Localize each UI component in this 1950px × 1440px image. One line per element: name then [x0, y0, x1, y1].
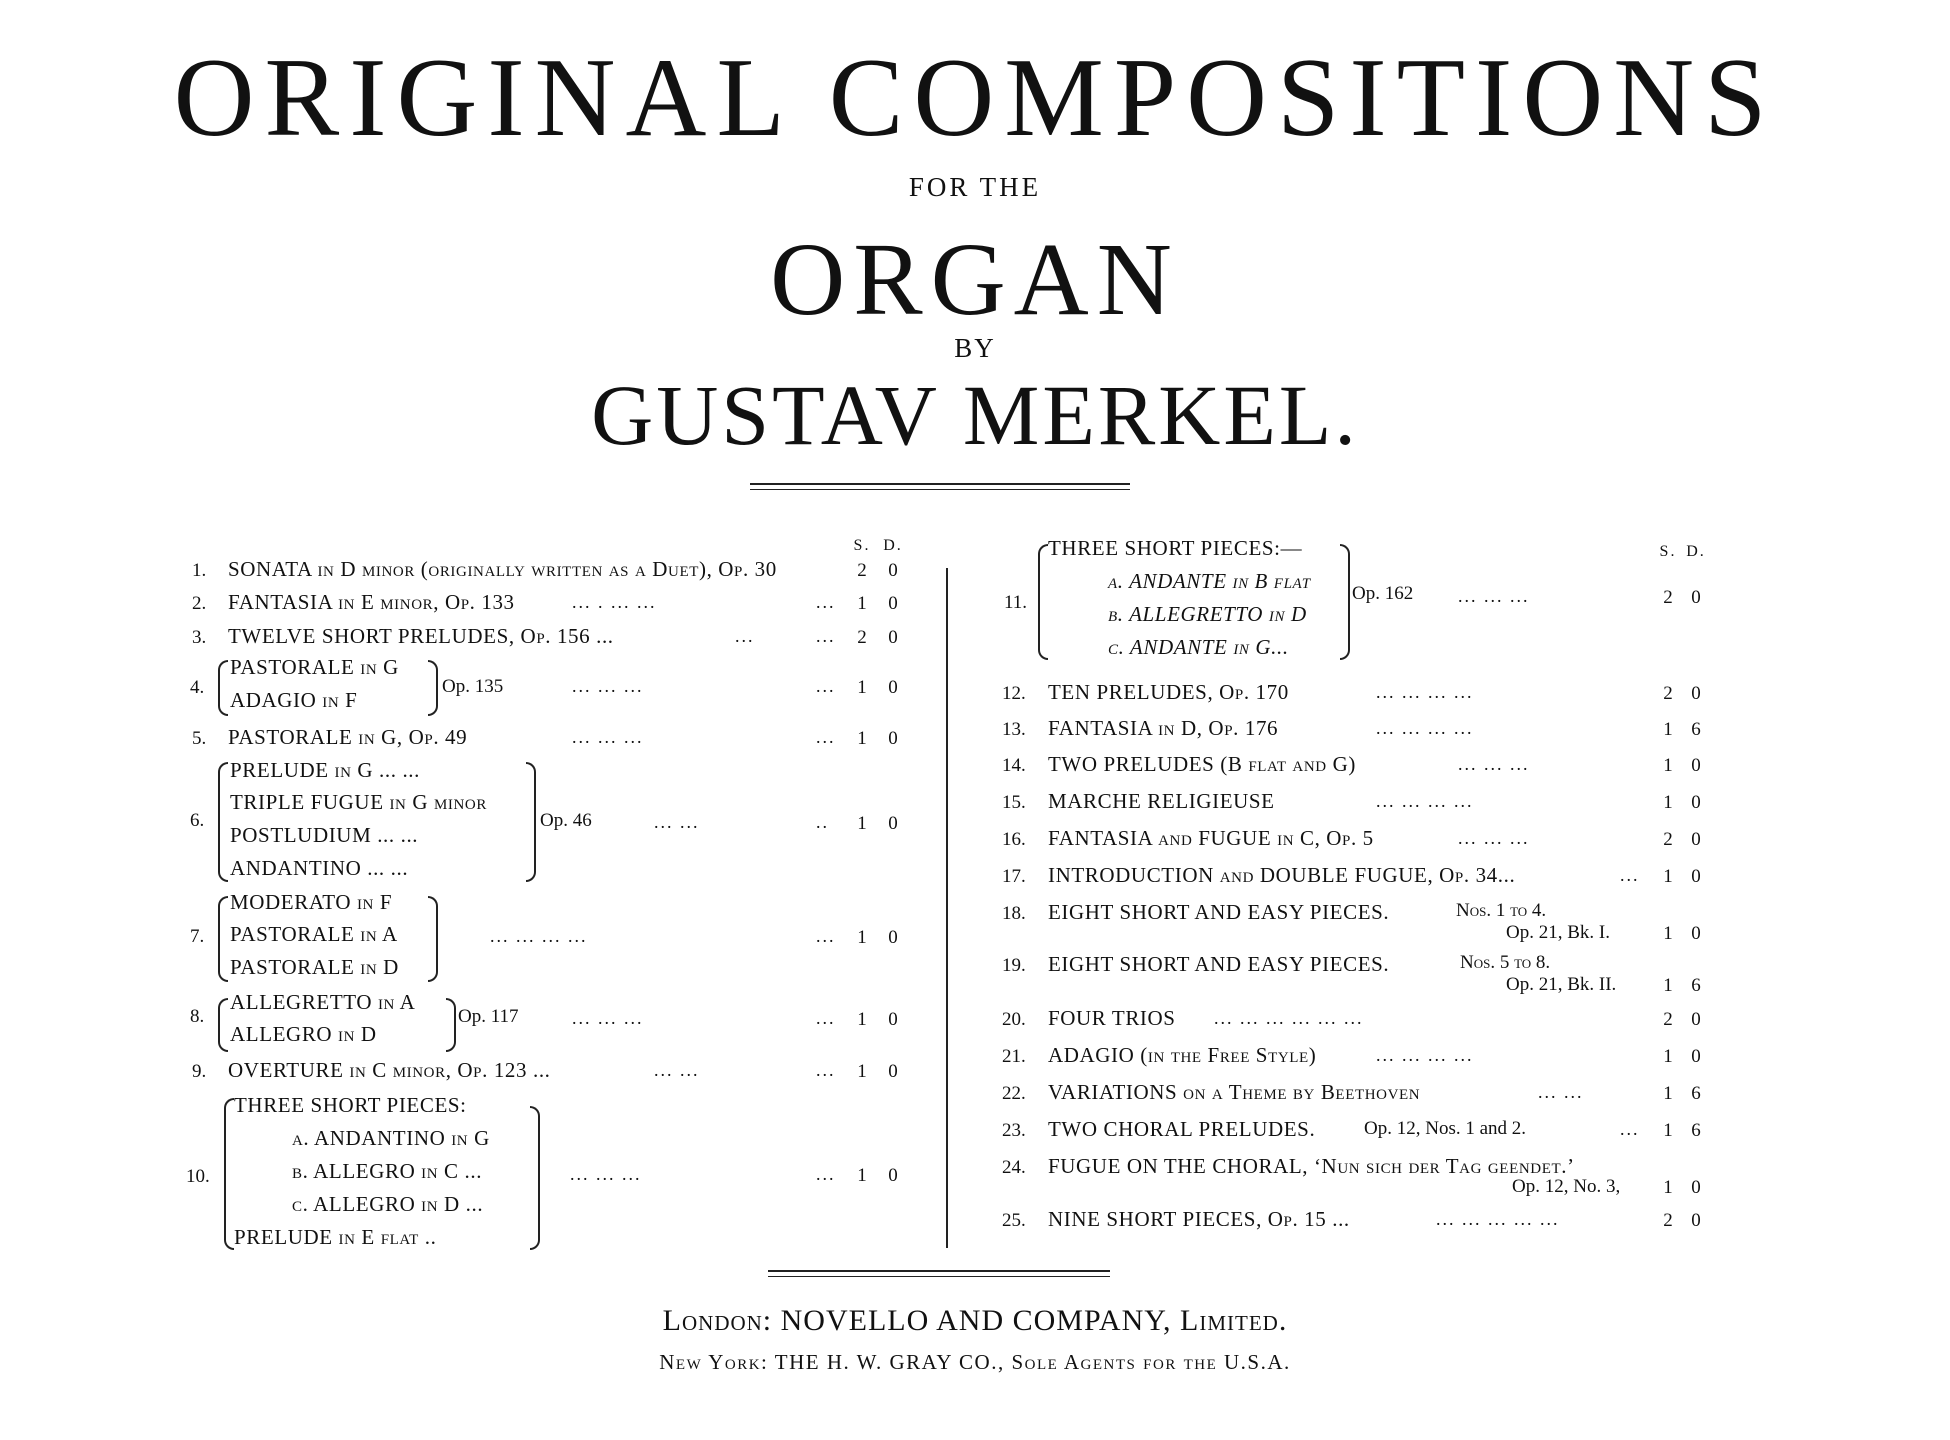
entry-title: VARIATIONS on a Theme by Beethoven [1048, 1080, 1421, 1104]
price-shillings: 1 [1663, 1177, 1673, 1198]
right-brace [446, 998, 456, 1052]
price-shillings: 1 [1663, 975, 1673, 996]
price-pence: 0 [888, 1165, 898, 1186]
leader-dots: ... ... [1538, 1082, 1584, 1102]
left-brace [224, 1098, 234, 1250]
right-brace [1340, 544, 1350, 660]
right-brace [428, 660, 438, 716]
entry-number: 24. [1002, 1157, 1026, 1178]
entry-number: 17. [1002, 866, 1026, 887]
entry-title: FOUR TRIOS [1048, 1006, 1176, 1030]
price-shillings: 1 [857, 1009, 867, 1030]
price-shillings: 2 [857, 627, 867, 648]
price-shillings: 1 [857, 677, 867, 698]
entry-number: 8. [190, 1006, 205, 1027]
price-shillings: 1 [1663, 719, 1673, 740]
price-shillings: 1 [1663, 923, 1673, 944]
price-pence: 0 [888, 560, 898, 581]
opus-number: Op. 117 [458, 1006, 519, 1027]
price-shillings: 1 [857, 1165, 867, 1186]
leader-dots: ... ... ... [572, 1008, 644, 1028]
price-shillings: 2 [1663, 1210, 1673, 1231]
entry-title: TEN PRELUDES, Op. 170 [1048, 680, 1289, 704]
price-pence: 0 [888, 1061, 898, 1082]
column-divider [946, 568, 948, 1248]
entry-title: INTRODUCTION and DOUBLE FUGUE, Op. 34... [1048, 863, 1516, 887]
top-divider-rule [750, 483, 1130, 490]
opus-number: Op. 12, Nos. 1 and 2. [1364, 1118, 1527, 1139]
leader-dots: ... [816, 727, 836, 747]
entry-line: PRELUDE in G ... ... [230, 758, 420, 782]
entry-number: 1. [192, 560, 207, 581]
price-pence: 0 [1691, 683, 1701, 704]
entry-line: c. ANDANTE in G... [1108, 635, 1289, 659]
entry-line: PASTORALE in D [230, 955, 399, 979]
entry-number: 7. [190, 926, 205, 947]
left-brace [218, 762, 228, 882]
opus-number: Op. 46 [540, 810, 592, 831]
leader-dots: ... ... ... ... [1376, 682, 1474, 702]
by-caption: BY [954, 333, 996, 363]
entry-title: TWO PRELUDES (B flat and G) [1048, 752, 1356, 776]
entry-heading: THREE SHORT PIECES:— [1048, 536, 1303, 560]
entry-title: MARCHE RELIGIEUSE [1048, 789, 1275, 813]
leader-dots: ... [816, 1060, 836, 1080]
instrument-title: ORGAN [770, 222, 1180, 337]
entry-number: 23. [1002, 1120, 1026, 1141]
entry-number: 19. [1002, 955, 1026, 976]
price-pence: 0 [1691, 1177, 1701, 1198]
left-brace [218, 998, 228, 1052]
entry-line: a. ANDANTINO in G [292, 1126, 490, 1150]
leader-dots: ... ... ... ... [1376, 1045, 1474, 1065]
entry-number: 10. [186, 1166, 210, 1187]
leader-dots: ... ... ... ... [1376, 791, 1474, 811]
price-shillings: 1 [1663, 792, 1673, 813]
entry-line: a. ANDANTE in B flat [1108, 569, 1311, 593]
price-shillings: 1 [1663, 1120, 1673, 1141]
price-pence: 0 [888, 813, 898, 834]
leader-dots: ... ... ... ... [1376, 718, 1474, 738]
entry-line: PASTORALE in A [230, 922, 398, 946]
entry-line: ALLEGRO in D [230, 1022, 377, 1046]
leader-dots: ... ... ... [570, 1164, 642, 1184]
opus-number: Op. 21, Bk. II. [1506, 974, 1617, 995]
price-pence: 0 [888, 593, 898, 614]
entry-number: 20. [1002, 1009, 1026, 1030]
left-brace [218, 896, 228, 982]
entry-line: POSTLUDIUM ... ... [230, 823, 419, 847]
price-shillings: 2 [857, 560, 867, 581]
price-pence: 0 [1691, 792, 1701, 813]
agents-line: New York: THE H. W. GRAY CO., Sole Agents for the U.S.A. [659, 1350, 1291, 1374]
entry-title: FANTASIA in D, Op. 176 [1048, 716, 1279, 740]
leader-dots: .. [816, 812, 829, 832]
leader-dots: ... ... ... [1458, 754, 1530, 774]
price-shillings: 1 [857, 728, 867, 749]
price-pence: 0 [888, 627, 898, 648]
entry-line: ADAGIO in F [230, 688, 358, 712]
entry-nos: Nos. 1 to 4. [1456, 900, 1547, 921]
price-shillings: 1 [1663, 1083, 1673, 1104]
left-brace [1038, 544, 1048, 660]
leader-dots: ... ... [654, 1060, 700, 1080]
entry-number: 11. [1004, 592, 1028, 613]
price-pence: 0 [1691, 923, 1701, 944]
leader-dots: ... ... ... ... [490, 926, 588, 946]
leader-dots: ... . ... ... [572, 592, 657, 612]
leader-dots: ... ... ... ... ... ... [1214, 1008, 1364, 1028]
entry-number: 14. [1002, 755, 1026, 776]
leader-dots: ... ... ... [572, 727, 644, 747]
price-pence: 6 [1691, 975, 1701, 996]
opus-number: Op. 162 [1352, 583, 1414, 604]
entry-title: OVERTURE in C minor, Op. 123 ... [228, 1058, 551, 1082]
entry-number: 6. [190, 810, 205, 831]
price-shillings: 1 [857, 1061, 867, 1082]
price-pence: 0 [1691, 755, 1701, 776]
price-shillings: 1 [857, 927, 867, 948]
composer-name: GUSTAV MERKEL. [591, 367, 1359, 463]
entry-number: 9. [192, 1061, 207, 1082]
price-shillings: 2 [1663, 1009, 1673, 1030]
price-pence: 0 [1691, 1210, 1701, 1231]
opus-number: Op. 135 [442, 676, 504, 697]
entry-line: ANDANTINO ... ... [230, 856, 409, 880]
entry-number: 16. [1002, 829, 1026, 850]
right-brace [526, 762, 536, 882]
price-shillings: 1 [1663, 866, 1673, 887]
entry-number: 4. [190, 677, 205, 698]
entry-line: b. ALLEGRETTO in D [1108, 602, 1307, 626]
entry-title: PASTORALE in G, Op. 49 [228, 725, 468, 749]
leader-dots: ... ... [654, 812, 700, 832]
price-shillings: 1 [1663, 755, 1673, 776]
entry-line: b. ALLEGRO in C ... [292, 1159, 483, 1183]
for-the-caption: FOR THE [908, 172, 1042, 202]
entry-title: ADAGIO (in the Free Style) [1048, 1043, 1317, 1067]
leader-dots: ... [816, 926, 836, 946]
price-shillings: 2 [1663, 587, 1673, 608]
entry-number: 3. [192, 627, 207, 648]
price-pence: 0 [888, 728, 898, 749]
leader-dots: ... ... ... [1458, 586, 1530, 606]
entry-number: 15. [1002, 792, 1026, 813]
leader-dots: ... [1620, 865, 1640, 885]
price-pence: 6 [1691, 1083, 1701, 1104]
entry-number: 12. [1002, 683, 1026, 704]
entry-line: MODERATO in F [230, 890, 393, 914]
right-brace [428, 896, 438, 982]
entry-title: FANTASIA in E minor, Op. 133 [228, 590, 515, 614]
price-shillings: 2 [1663, 829, 1673, 850]
entry-line: PRELUDE in E flat .. [234, 1225, 437, 1249]
leader-dots: ... [1620, 1119, 1640, 1139]
leader-dots: ... ... ... ... ... [1436, 1209, 1560, 1229]
shillings-header-right: S. [1659, 543, 1677, 560]
price-pence: 0 [888, 1009, 898, 1030]
entry-number: 5. [192, 728, 207, 749]
entry-number: 2. [192, 593, 207, 614]
price-shillings: 1 [1663, 1046, 1673, 1067]
leader-dots: ... ... ... [572, 676, 644, 696]
entry-line: TRIPLE FUGUE in G minor [230, 790, 487, 814]
price-shillings: 1 [857, 813, 867, 834]
entry-line: c. ALLEGRO in D ... [292, 1192, 484, 1216]
entry-title: SONATA in D minor (originally written as a Duet), Op. 30 [228, 557, 777, 581]
opus-number: Op. 12, No. 3, [1512, 1176, 1621, 1197]
entry-number: 18. [1002, 903, 1026, 924]
price-pence: 0 [1691, 866, 1701, 887]
leader-dots: ... ... ... [1458, 828, 1530, 848]
price-pence: 0 [1691, 1046, 1701, 1067]
entry-nos: Nos. 5 to 8. [1460, 952, 1551, 973]
leader-dots: ... [816, 626, 836, 646]
bottom-divider-rule [768, 1270, 1110, 1277]
leader-dots: ... [735, 626, 755, 646]
pence-header-right: D. [1686, 543, 1706, 560]
shillings-header-left: S. [853, 537, 871, 554]
price-shillings: 2 [1663, 683, 1673, 704]
entry-line: PASTORALE in G [230, 655, 399, 679]
right-brace [530, 1106, 540, 1250]
publisher-line: London: NOVELLO AND COMPANY, Limited. [662, 1304, 1288, 1337]
entry-title: TWO CHORAL PRELUDES. [1048, 1117, 1316, 1141]
entry-title: EIGHT SHORT AND EASY PIECES. [1048, 900, 1390, 924]
entry-heading: THREE SHORT PIECES: [234, 1093, 467, 1117]
price-pence: 0 [1691, 829, 1701, 850]
page-title: ORIGINAL COMPOSITIONS [173, 36, 1777, 160]
leader-dots: ... [816, 1164, 836, 1184]
entry-number: 22. [1002, 1083, 1026, 1104]
entry-title: FANTASIA and FUGUE in C, Op. 5 [1048, 826, 1374, 850]
left-brace [218, 660, 228, 716]
entry-title: NINE SHORT PIECES, Op. 15 ... [1048, 1207, 1350, 1231]
entry-title: EIGHT SHORT AND EASY PIECES. [1048, 952, 1390, 976]
entry-title: FUGUE ON THE CHORAL, ‘Nun sich der Tag geendet.’ [1048, 1154, 1575, 1178]
opus-number: Op. 21, Bk. I. [1506, 922, 1610, 943]
price-pence: 0 [1691, 1009, 1701, 1030]
entry-number: 25. [1002, 1210, 1026, 1231]
entry-number: 21. [1002, 1046, 1026, 1067]
pence-header-left: D. [883, 537, 903, 554]
entry-title: TWELVE SHORT PRELUDES, Op. 156 ... [228, 624, 614, 648]
entry-line: ALLEGRETTO in A [230, 990, 416, 1014]
price-pence: 0 [888, 677, 898, 698]
price-shillings: 1 [857, 593, 867, 614]
leader-dots: ... [816, 1008, 836, 1028]
price-pence: 0 [888, 927, 898, 948]
price-pence: 0 [1691, 587, 1701, 608]
price-pence: 6 [1691, 719, 1701, 740]
leader-dots: ... [816, 676, 836, 696]
price-pence: 6 [1691, 1120, 1701, 1141]
entry-number: 13. [1002, 719, 1026, 740]
leader-dots: ... [816, 592, 836, 612]
